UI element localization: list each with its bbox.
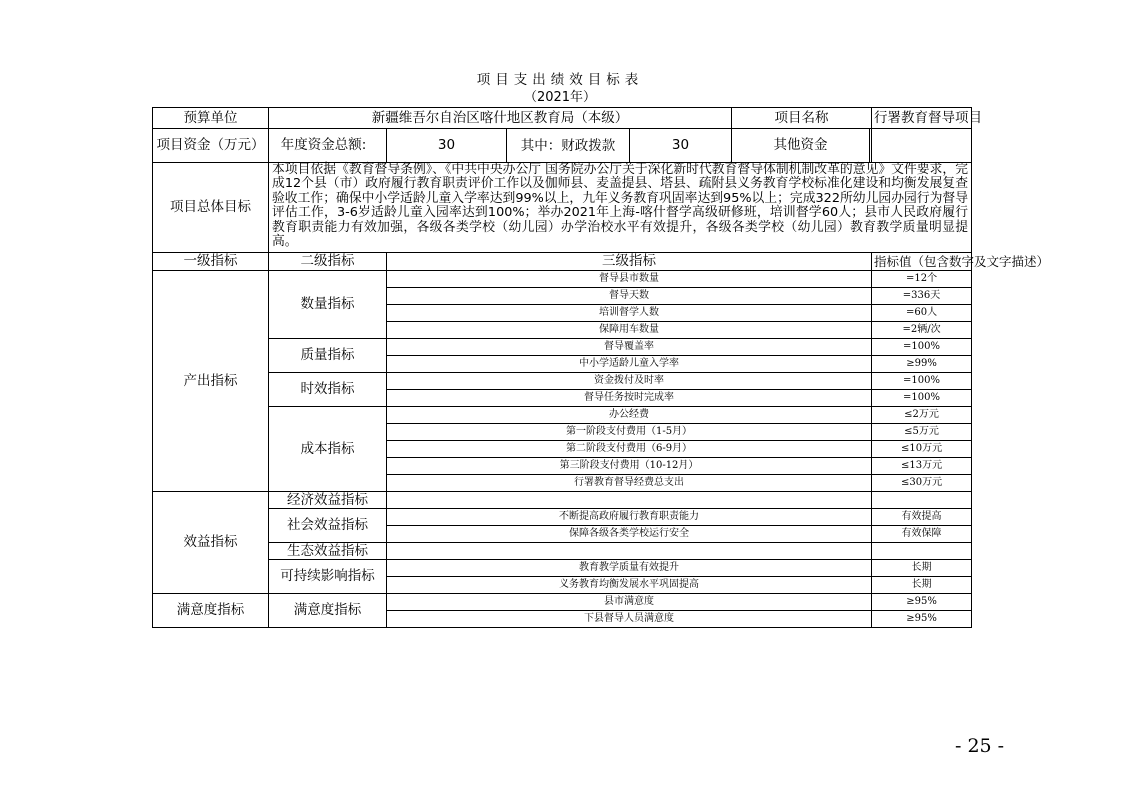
level3-indicator: 保障各级各类学校运行安全 [387, 526, 872, 543]
indicator-value: ≤30万元 [872, 475, 972, 492]
table-year: （2021年） [523, 90, 597, 105]
column-header-level2: 二级指标 [269, 253, 387, 271]
level2-indicator: 社会效益指标 [269, 509, 387, 543]
project-funds-label: 项目资金（万元） [153, 129, 269, 163]
other-funds-label: 其他资金 [732, 129, 870, 162]
table-row [153, 339, 972, 356]
table-row [153, 594, 972, 611]
other-funds-value [872, 129, 972, 163]
overall-goal-label: 项目总体目标 [153, 163, 269, 253]
level3-indicator: 督导任务按时完成率 [387, 390, 872, 407]
fiscal-label: 其中：财政拨款 [507, 129, 630, 162]
budget-unit-value: 新疆维吾尔自治区喀什地区教育局（本级） [269, 108, 732, 129]
annual-total-label: 年度资金总额: [269, 129, 387, 163]
table-row [153, 407, 972, 424]
level3-indicator [387, 543, 872, 560]
level2-indicator: 满意度指标 [269, 594, 387, 628]
level3-indicator: 行署教育督导经费总支出 [387, 475, 872, 492]
fiscal-value: 30 [671, 137, 690, 153]
level3-indicator: 第二阶段支付费用（6-9月） [387, 441, 872, 458]
level3-indicator: 不断提高政府履行教育职责能力 [387, 509, 872, 526]
level3-indicator: 督导县市数量 [387, 271, 872, 288]
performance-goal-table [152, 107, 1050, 628]
column-header-value: 指标值（包含数字及文字描述） [872, 253, 972, 271]
indicator-value: =12个 [872, 271, 972, 288]
table-row [153, 560, 972, 577]
column-header-level1: 一级指标 [153, 253, 269, 271]
level3-indicator: 资金拨付及时率 [387, 373, 872, 390]
level3-indicator: 督导覆盖率 [387, 339, 872, 356]
table-row [153, 373, 972, 390]
indicator-value: ≤5万元 [872, 424, 972, 441]
table-row [153, 492, 972, 509]
indicator-value: ≥95% [872, 611, 972, 628]
indicator-value: =2辆/次 [872, 322, 972, 339]
level1-indicator: 产出指标 [153, 271, 269, 492]
level3-indicator: 办公经费 [387, 407, 872, 424]
indicator-value: ≤10万元 [872, 441, 972, 458]
budget-unit-label: 预算单位 [153, 108, 269, 129]
indicator-value: 长期 [872, 560, 972, 577]
annual-total-value: 30 [387, 129, 507, 163]
project-name-label: 项目名称 [732, 108, 872, 129]
indicator-value: =100% [872, 339, 972, 356]
page-number: - 25 - [955, 735, 1005, 757]
level3-indicator: 第一阶段支付费用（1-5月） [387, 424, 872, 441]
level2-indicator: 成本指标 [269, 407, 387, 492]
indicator-value: 有效提高 [872, 509, 972, 526]
level2-indicator: 经济效益指标 [269, 492, 387, 509]
indicator-value: ≥95% [872, 594, 972, 611]
column-header-level3: 三级指标 [387, 253, 872, 271]
level3-indicator: 中小学适龄儿童入学率 [387, 356, 872, 373]
level2-indicator: 可持续影响指标 [269, 560, 387, 594]
level2-indicator: 时效指标 [269, 373, 387, 407]
level2-indicator: 生态效益指标 [269, 543, 387, 560]
level3-indicator: 下县督导人员满意度 [387, 611, 872, 628]
level3-indicator: 督导天数 [387, 288, 872, 305]
level2-indicator: 质量指标 [269, 339, 387, 373]
level3-indicator: 教育教学质量有效提升 [387, 560, 872, 577]
overall-goal-text: 本项目依据《教育督导条例》、《中共中央办公厅 国务院办公厅关于深化新时代教育督导体制机制改革的意见》文件要求，完成12个县（市）政府履行教育职责评价工作以及伽师县、麦盖提县、塔县、疏附县义务教育学校标准化建设和均衡发展复查验收工作；确保中小学适龄儿童入学率达到99%以上，九年义务教育巩固率达到95%以上；完成322所幼儿园办园行为督导评估工作，3-6岁适龄儿童入园率达到100%；举办2021年上海-喀什督学高级研修班，培训督学60人；县市人民政府履行教育职责能力有效加强，各级各类学校（幼儿园）办学治校水平有效提升，各级各类学校（幼儿园）教育教学质量明显提高。 [269, 163, 972, 253]
indicator-value: ≥99% [872, 356, 972, 373]
table-row [153, 509, 972, 526]
table-row [153, 543, 972, 560]
indicator-value: ≤13万元 [872, 458, 972, 475]
indicator-value: =336天 [872, 288, 972, 305]
indicator-value [872, 543, 972, 560]
table-row [153, 271, 972, 288]
level1-indicator: 满意度指标 [153, 594, 269, 628]
indicator-value: 长期 [872, 577, 972, 594]
level3-indicator: 保障用车数量 [387, 322, 872, 339]
indicator-value [872, 492, 972, 509]
level2-indicator: 数量指标 [269, 271, 387, 339]
level3-indicator: 第三阶段支付费用（10-12月） [387, 458, 872, 475]
indicator-value: =100% [872, 390, 972, 407]
level3-indicator: 培训督学人数 [387, 305, 872, 322]
level3-indicator: 县市满意度 [387, 594, 872, 611]
project-name-value: 行署教育督导项目 [872, 108, 972, 129]
level3-indicator [387, 492, 872, 509]
indicator-value: 有效保障 [872, 526, 972, 543]
table-title: 项目支出绩效目标表 [476, 72, 644, 88]
level3-indicator: 义务教育均衡发展水平巩固提高 [387, 577, 872, 594]
indicator-value: =60人 [872, 305, 972, 322]
indicator-value: =100% [872, 373, 972, 390]
indicator-value: ≤2万元 [872, 407, 972, 424]
level1-indicator: 效益指标 [153, 492, 269, 594]
